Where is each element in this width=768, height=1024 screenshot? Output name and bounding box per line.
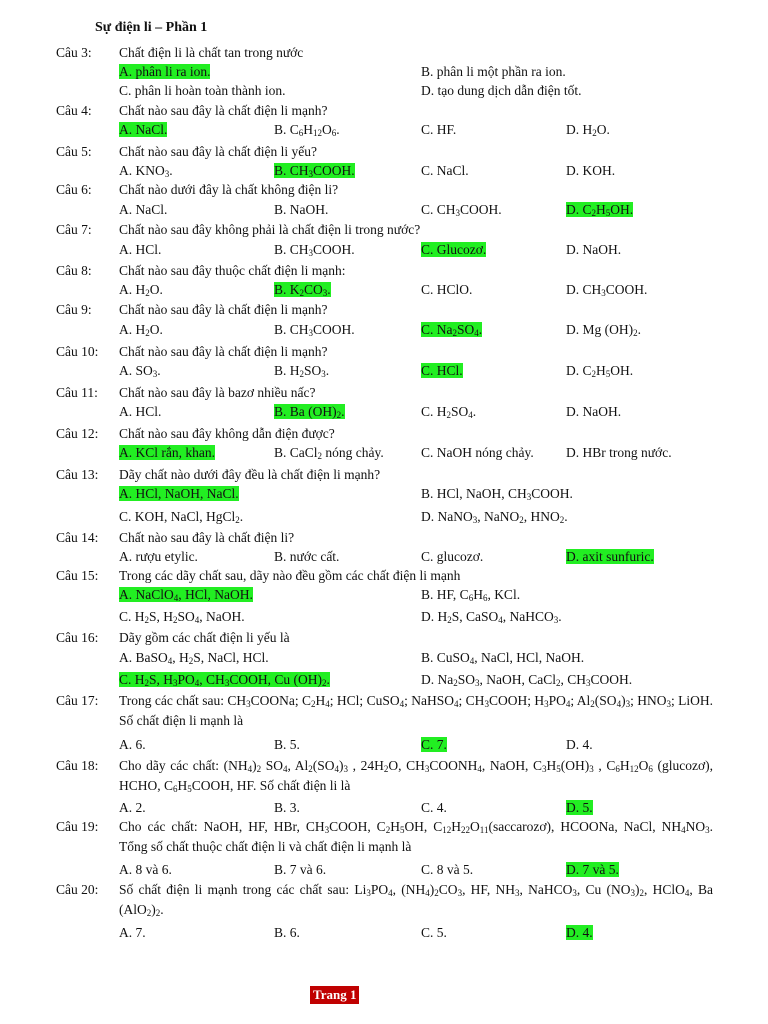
question-number: Câu 6: (56, 182, 92, 197)
option-label: D. HBr trong nước. (566, 445, 672, 460)
option-a[interactable] (119, 162, 173, 180)
question-text: Số chất điện li mạnh trong các chất sau: $Li_3PO_4$, $(NH_4)_2CO_3$, HF, $NH_3$, NaHCO$_3$, Cu $(NO_3)_2$, HClO$_4$, Ba $(AlO_2)_2$. (119, 882, 713, 918)
option-b-correct[interactable] (274, 403, 345, 421)
option-d-correct[interactable] (566, 799, 593, 817)
option-d[interactable] (566, 362, 633, 380)
option-d[interactable] (566, 281, 647, 299)
question-text: Chất nào sau đây không phải là chất điện li trong nước? (119, 222, 421, 237)
option-label: A. 6. (119, 737, 146, 752)
question-number: Câu 8: (56, 263, 92, 278)
option-a[interactable] (119, 362, 161, 380)
option-c-correct[interactable] (421, 241, 486, 259)
option-label: B. 5. (274, 737, 300, 752)
option-label: C. 8 và 5. (421, 862, 474, 877)
option-a-correct[interactable] (119, 63, 210, 81)
option-d[interactable] (421, 608, 562, 626)
option-label: C. $H_2SO_4$. (421, 404, 477, 420)
option-d[interactable] (566, 403, 621, 421)
question-number: Câu 18: (56, 758, 99, 773)
question-number: Câu 20: (56, 882, 99, 897)
option-label: B. HCl, NaOH, $CH_3COOH$. (421, 486, 573, 502)
option-a-correct[interactable] (119, 586, 253, 604)
option-c[interactable] (421, 444, 534, 462)
option-label: C. $H_2S$, $H_3PO_4$, $CH_3COOH$, Cu $(OH)_2$. (119, 672, 330, 688)
question-text: Chất nào sau đây là chất điện li mạnh? (119, 103, 328, 118)
option-a[interactable] (119, 241, 161, 259)
option-b[interactable] (274, 444, 384, 462)
question-number: Câu 9: (56, 302, 92, 317)
option-c[interactable] (119, 82, 285, 100)
option-label: C. $Na_2SO_4$. (421, 322, 483, 338)
question-number: Câu 15: (56, 568, 99, 583)
option-label: A. NaCl. (119, 202, 168, 217)
option-label: A. BaSO$_4$, $H_2S$, NaCl, HCl. (119, 650, 269, 666)
option-b[interactable] (421, 63, 566, 81)
question-text: Chất nào sau đây thuộc chất điện li mạnh: (119, 263, 346, 278)
question-text: Chất nào sau đây là chất điện li yếu? (119, 144, 317, 159)
option-label: B. $K_2CO_3$. (274, 282, 331, 298)
option-b[interactable] (274, 861, 326, 879)
option-label: A. $H_2O$. (119, 322, 163, 338)
option-label: A. HCl, NaOH, NaCl. (119, 486, 239, 501)
option-c[interactable] (421, 403, 476, 421)
option-d[interactable] (566, 321, 641, 339)
option-a[interactable] (119, 861, 172, 879)
option-label: C. HClO. (421, 282, 473, 297)
option-c-correct[interactable] (421, 362, 463, 380)
option-label: C. 5. (421, 925, 447, 940)
option-label: B. Ba $(OH)_2$. (274, 404, 345, 420)
option-label: A. HCl. (119, 404, 162, 419)
option-d-correct[interactable] (566, 201, 633, 219)
option-b[interactable] (274, 201, 328, 219)
option-c[interactable] (421, 799, 447, 817)
option-d[interactable] (566, 241, 621, 259)
option-label: D. 7 và 5. (566, 862, 619, 877)
option-label: A. phân li ra ion. (119, 64, 211, 79)
question-number: Câu 5: (56, 144, 92, 159)
question-text: Dãy chất nào dưới đây đều là chất điện li mạnh? (119, 467, 381, 482)
option-c[interactable] (421, 201, 502, 219)
option-label: A. HCl. (119, 242, 162, 257)
option-d-correct[interactable] (566, 924, 593, 942)
option-c-correct[interactable] (421, 736, 447, 754)
option-b[interactable] (274, 121, 340, 139)
question-text: Trong các dãy chất sau, dãy nào đều gồm các chất điện li mạnh (119, 568, 461, 583)
option-label: C. 7. (421, 737, 447, 752)
option-d[interactable] (421, 82, 581, 100)
option-label: D. $H_2O$. (566, 122, 610, 138)
option-label: C. Glucozơ. (421, 242, 487, 257)
page-title: Sự điện li – Phần 1 (95, 20, 208, 35)
option-a-correct[interactable] (119, 121, 167, 139)
page-number-badge: Trang 1 (310, 986, 359, 1004)
option-label: D. NaOH. (566, 404, 622, 419)
option-label: C. glucozơ. (421, 549, 484, 564)
option-c[interactable] (421, 861, 473, 879)
option-label: B. phân li một phần ra ion. (421, 64, 566, 79)
option-label: D. 4. (566, 925, 593, 940)
option-label: B. CaCl$_2$ nóng chảy. (274, 445, 384, 461)
option-label: C. HCl. (421, 363, 463, 378)
option-label: B. NaOH. (274, 202, 329, 217)
option-b[interactable] (274, 548, 339, 566)
option-label: A. KCl rắn, khan. (119, 445, 215, 460)
option-label: B. nước cất. (274, 549, 340, 564)
option-b[interactable] (274, 241, 355, 259)
option-a-correct[interactable] (119, 485, 239, 503)
option-b[interactable] (421, 586, 520, 604)
option-label: C. HF. (421, 122, 457, 137)
option-b[interactable] (274, 924, 300, 942)
option-label: B. $CH_3COOH$. (274, 242, 355, 258)
option-c-correct[interactable] (119, 671, 330, 689)
question-text: Trong các chất sau: $CH_3COONa$; $C_2H_4$; HCl; CuSO$_4$; NaHSO$_4$; $CH_3COOH$; $H_3PO_4$; $Al_2(SO_4)_3$; $HNO_3$; LiOH. Số chất điện li mạnh là (119, 693, 713, 728)
option-label: A. $KNO_3$. (119, 163, 173, 179)
question-text: Chất nào sau đây là bazơ nhiều nấc? (119, 385, 316, 400)
option-label: A. 2. (119, 800, 146, 815)
option-label: D. $Na_2SO_3$, NaOH, CaCl$_2$, $CH_3COOH$. (421, 672, 633, 688)
option-label: D. KOH. (566, 163, 616, 178)
option-a[interactable] (119, 799, 146, 817)
option-label: C. phân li hoàn toàn thành ion. (119, 83, 286, 98)
option-d[interactable] (421, 508, 568, 526)
option-label: B. HF, $C_6H_6$, KCl. (421, 587, 521, 603)
option-b[interactable] (421, 649, 584, 667)
option-a[interactable] (119, 321, 163, 339)
option-d[interactable] (566, 162, 615, 180)
question-number: Câu 14: (56, 530, 99, 545)
option-label: B. $H_2SO_3$. (274, 363, 330, 379)
option-label: B. $CH_3COOH$. (274, 322, 355, 338)
option-a[interactable] (119, 736, 146, 754)
option-label: D. NaNO$_3$, NaNO$_2$, $HNO_2$. (421, 509, 568, 525)
option-label: D. tạo dung dịch dẫn điện tốt. (421, 83, 582, 98)
option-c[interactable] (421, 924, 447, 942)
option-d[interactable] (566, 444, 672, 462)
option-label: D. $CH_3COOH$. (566, 282, 648, 298)
question-text: Chất nào sau đây là chất điện li? (119, 530, 295, 545)
option-label: D. 4. (566, 737, 593, 752)
question-number: Câu 19: (56, 819, 99, 834)
question-text: Cho dãy các chất: $(NH_4)_2$ $SO_4$, $Al_2(SO_4)_3$ , $24H_2O$, $CH_3COONH_4$, NaOH, $C_3H_5(OH)_3$ , $C_6H_{12}O_6$ (glucozơ), HCHO, $C_6H_5COOH$, HF. Số chất điện li là (119, 758, 713, 794)
option-a[interactable] (119, 201, 167, 219)
option-a[interactable] (119, 548, 198, 566)
option-label: C. $CH_3COOH$. (421, 202, 502, 218)
question-number: Câu 10: (56, 344, 99, 359)
option-c[interactable] (421, 121, 456, 139)
option-label: C. NaOH nóng chảy. (421, 445, 534, 460)
option-d-correct[interactable] (566, 548, 654, 566)
option-b[interactable] (274, 321, 355, 339)
option-c[interactable] (421, 548, 483, 566)
option-c[interactable] (119, 508, 243, 526)
option-label: C. NaCl. (421, 163, 469, 178)
option-label: D. NaOH. (566, 242, 622, 257)
option-label: A. NaClO$_4$, HCl, NaOH. (119, 587, 253, 603)
question-number: Câu 11: (56, 385, 98, 400)
option-label: A. 8 và 6. (119, 862, 172, 877)
option-label: B. 6. (274, 925, 300, 940)
option-a[interactable] (119, 924, 146, 942)
option-c[interactable] (119, 608, 245, 626)
option-a[interactable] (119, 403, 161, 421)
option-label: D. $H_2S$, CaSO$_4$, NaHCO$_3$. (421, 609, 562, 625)
option-label: A. NaCl. (119, 122, 168, 137)
option-d[interactable] (421, 671, 632, 689)
option-a-correct[interactable] (119, 444, 215, 462)
option-b[interactable] (274, 736, 300, 754)
question-number: Câu 7: (56, 222, 92, 237)
option-label: A. $SO_3$. (119, 363, 161, 379)
option-label: D. 5. (566, 800, 593, 815)
option-label: C. $H_2S$, $H_2SO_4$, NaOH. (119, 609, 245, 625)
option-label: B. 3. (274, 800, 300, 815)
option-b-correct[interactable] (274, 281, 331, 299)
option-d-correct[interactable] (566, 861, 619, 879)
question-number: Câu 12: (56, 426, 99, 441)
option-d[interactable] (566, 736, 593, 754)
question-number: Câu 17: (56, 693, 99, 708)
question-number: Câu 16: (56, 630, 99, 645)
option-label: A. rượu etylic. (119, 549, 198, 564)
option-label: A. $H_2O$. (119, 282, 163, 298)
question-text: Chất nào sau đây là chất điện li mạnh? (119, 344, 328, 359)
option-label: D. Mg $(OH)_2$. (566, 322, 641, 338)
option-c[interactable] (421, 162, 469, 180)
option-a[interactable] (119, 281, 163, 299)
option-label: D. $C_2H_5OH$. (566, 202, 634, 218)
question-text: Chất điện li là chất tan trong nước (119, 45, 304, 60)
option-b[interactable] (421, 485, 573, 503)
option-label: B. $CH_3COOH$. (274, 163, 355, 179)
option-a[interactable] (119, 649, 269, 667)
option-label: C. KOH, NaCl, HgCl$_2$. (119, 509, 244, 525)
question-number: Câu 3: (56, 45, 92, 60)
option-c[interactable] (421, 281, 472, 299)
question-number: Câu 4: (56, 103, 92, 118)
question-text: Cho các chất: NaOH, HF, HBr, $CH_3COOH$, $C_2H_5OH$, $C_{12}H_{22}O_{11}(saccarozơ)$, HCOONa, NaCl, $NH_4NO_3$. Tổng số chất thuộc chất điện li và chất điện li mạnh là (119, 819, 713, 854)
option-d[interactable] (566, 121, 610, 139)
question-text: Chất nào dưới đây là chất không điện li? (119, 182, 339, 197)
question-text: Chất nào sau đây là chất điện li mạnh? (119, 302, 328, 317)
option-label: C. 4. (421, 800, 447, 815)
option-label: B. 7 và 6. (274, 862, 327, 877)
option-b[interactable] (274, 799, 300, 817)
option-label: B. $C_6H_{12}O_6$. (274, 122, 340, 138)
option-label: D. axit sunfuric. (566, 549, 654, 564)
option-label: A. 7. (119, 925, 146, 940)
question-text: Chất nào sau đây không dẫn điện được? (119, 426, 335, 441)
question-text: Dãy gồm các chất điện li yếu là (119, 630, 290, 645)
option-b-correct[interactable] (274, 162, 355, 180)
option-c-correct[interactable] (421, 321, 482, 339)
option-label: D. $C_2H_5OH$. (566, 363, 634, 379)
option-label: B. CuSO$_4$, NaCl, HCl, NaOH. (421, 650, 585, 666)
option-b[interactable] (274, 362, 329, 380)
question-number: Câu 13: (56, 467, 99, 482)
